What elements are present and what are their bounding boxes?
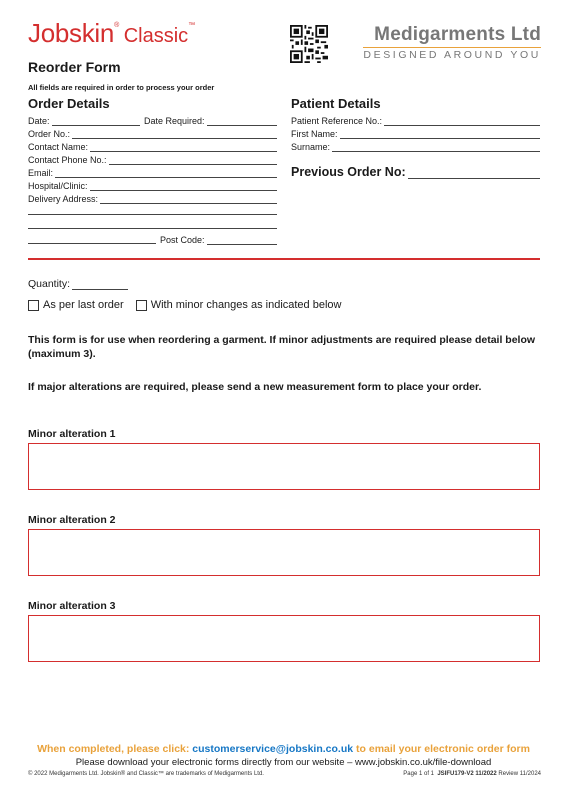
minor-changes-label: With minor changes as indicated below (150, 299, 342, 311)
footer-completed-prefix: When completed, please click: (37, 743, 193, 755)
logo-sub-mark: ™ (188, 22, 196, 29)
delivery-address-field[interactable] (28, 194, 277, 204)
section-divider (28, 258, 540, 260)
quantity-label: Quantity: (28, 278, 71, 290)
option-minor-changes[interactable] (136, 299, 342, 311)
order-no-label: Order No.: (28, 129, 71, 139)
contact-name-label: Contact Name: (28, 142, 89, 152)
alteration-1-box[interactable] (28, 443, 540, 490)
email-field[interactable] (28, 168, 277, 178)
footer-email-instruction (0, 743, 567, 755)
post-code-field[interactable] (160, 235, 277, 245)
contact-phone-label: Contact Phone No.: (28, 155, 107, 165)
quantity-field[interactable] (28, 278, 128, 290)
minor-changes-checkbox[interactable] (136, 300, 147, 311)
document-info (403, 771, 541, 777)
logo-sub: Classic (123, 25, 189, 47)
alteration-2-label: Minor alteration 2 (28, 514, 116, 526)
minor-instructions: This form is for use when reordering a garment. If minor adjustments are required please detail below (maximum 3). (28, 334, 536, 360)
first-name-label: First Name: (291, 129, 338, 139)
as-per-last-label: As per last order (43, 299, 124, 311)
patient-details-heading: Patient Details (291, 96, 381, 111)
delivery-address-label: Delivery Address: (28, 194, 99, 204)
hospital-input-line[interactable] (90, 183, 277, 191)
review-date: Review 11/2024 (498, 771, 541, 777)
copyright-notice: © 2022 Medigarments Ltd. Jobskin® and Classic™ are trademarks of Medigarments Ltd. (28, 771, 264, 777)
contact-name-input-line[interactable] (90, 144, 277, 152)
customer-service-email-link[interactable]: customerservice@jobskin.co.uk (192, 743, 354, 755)
logo-brand: Jobskin (28, 18, 115, 48)
footer-download-note: Please download your electronic forms directly from our website – www.jobskin.co.uk/file-download (75, 757, 492, 768)
first-name-input-line[interactable] (340, 131, 540, 139)
order-no-field[interactable] (28, 129, 277, 139)
address-line-2[interactable] (28, 214, 277, 215)
surname-field[interactable] (291, 142, 540, 152)
alteration-3-label: Minor alteration 3 (28, 600, 116, 612)
company-tagline: DESIGNED AROUND YOU (363, 49, 541, 61)
form-title: Reorder Form (28, 59, 121, 75)
required-note: All fields are required in order to process your order (28, 83, 215, 92)
medigarments-logo (363, 24, 541, 61)
previous-order-label: Previous Order No: (291, 165, 406, 179)
qr-code-icon[interactable] (290, 25, 328, 63)
footer-completed-suffix: to email your electronic order form (353, 743, 530, 755)
email-label: Email: (28, 168, 54, 178)
hospital-label: Hospital/Clinic: (28, 181, 88, 191)
alteration-3-box[interactable] (28, 615, 540, 662)
address-line-4[interactable] (28, 243, 156, 244)
address-line-3[interactable] (28, 228, 277, 229)
major-instructions: If major alterations are required, please send a new measurement form to place your order. (28, 381, 482, 393)
contact-phone-field[interactable] (28, 155, 277, 165)
surname-label: Surname: (291, 142, 331, 152)
date-required-label: Date Required: (144, 116, 205, 126)
patient-ref-input-line[interactable] (384, 118, 540, 126)
company-name: Medigarments Ltd (374, 24, 541, 45)
alteration-1-label: Minor alteration 1 (28, 428, 116, 440)
contact-name-field[interactable] (28, 142, 277, 152)
patient-ref-field[interactable] (291, 116, 540, 126)
date-input-line[interactable] (52, 118, 140, 126)
date-required-field[interactable] (144, 116, 277, 126)
order-no-input-line[interactable] (72, 131, 277, 139)
first-name-field[interactable] (291, 129, 540, 139)
logo-brand-mark: ® (114, 22, 120, 29)
contact-phone-input-line[interactable] (109, 157, 277, 165)
date-required-input-line[interactable] (207, 118, 277, 126)
surname-input-line[interactable] (332, 144, 540, 152)
post-code-label: Post Code: (160, 235, 205, 245)
previous-order-input-line[interactable] (408, 168, 540, 179)
previous-order-field[interactable] (291, 165, 540, 179)
alteration-2-box[interactable] (28, 529, 540, 576)
email-input-line[interactable] (55, 170, 277, 178)
jobskin-classic-logo (28, 18, 195, 49)
document-code: JSIFU179-V2 11/2022 (437, 771, 497, 777)
quantity-input-line[interactable] (72, 280, 128, 290)
as-per-last-checkbox[interactable] (28, 300, 39, 311)
quantity-options (28, 299, 353, 311)
order-details-heading: Order Details (28, 96, 110, 111)
post-code-input-line[interactable] (207, 237, 277, 245)
option-as-per-last[interactable] (28, 299, 124, 311)
hospital-field[interactable] (28, 181, 277, 191)
patient-ref-label: Patient Reference No.: (291, 116, 383, 126)
page-number: Page 1 of 1 (403, 771, 434, 777)
delivery-address-input-line[interactable] (100, 196, 277, 204)
date-field[interactable] (28, 116, 140, 126)
date-label: Date: (28, 116, 50, 126)
